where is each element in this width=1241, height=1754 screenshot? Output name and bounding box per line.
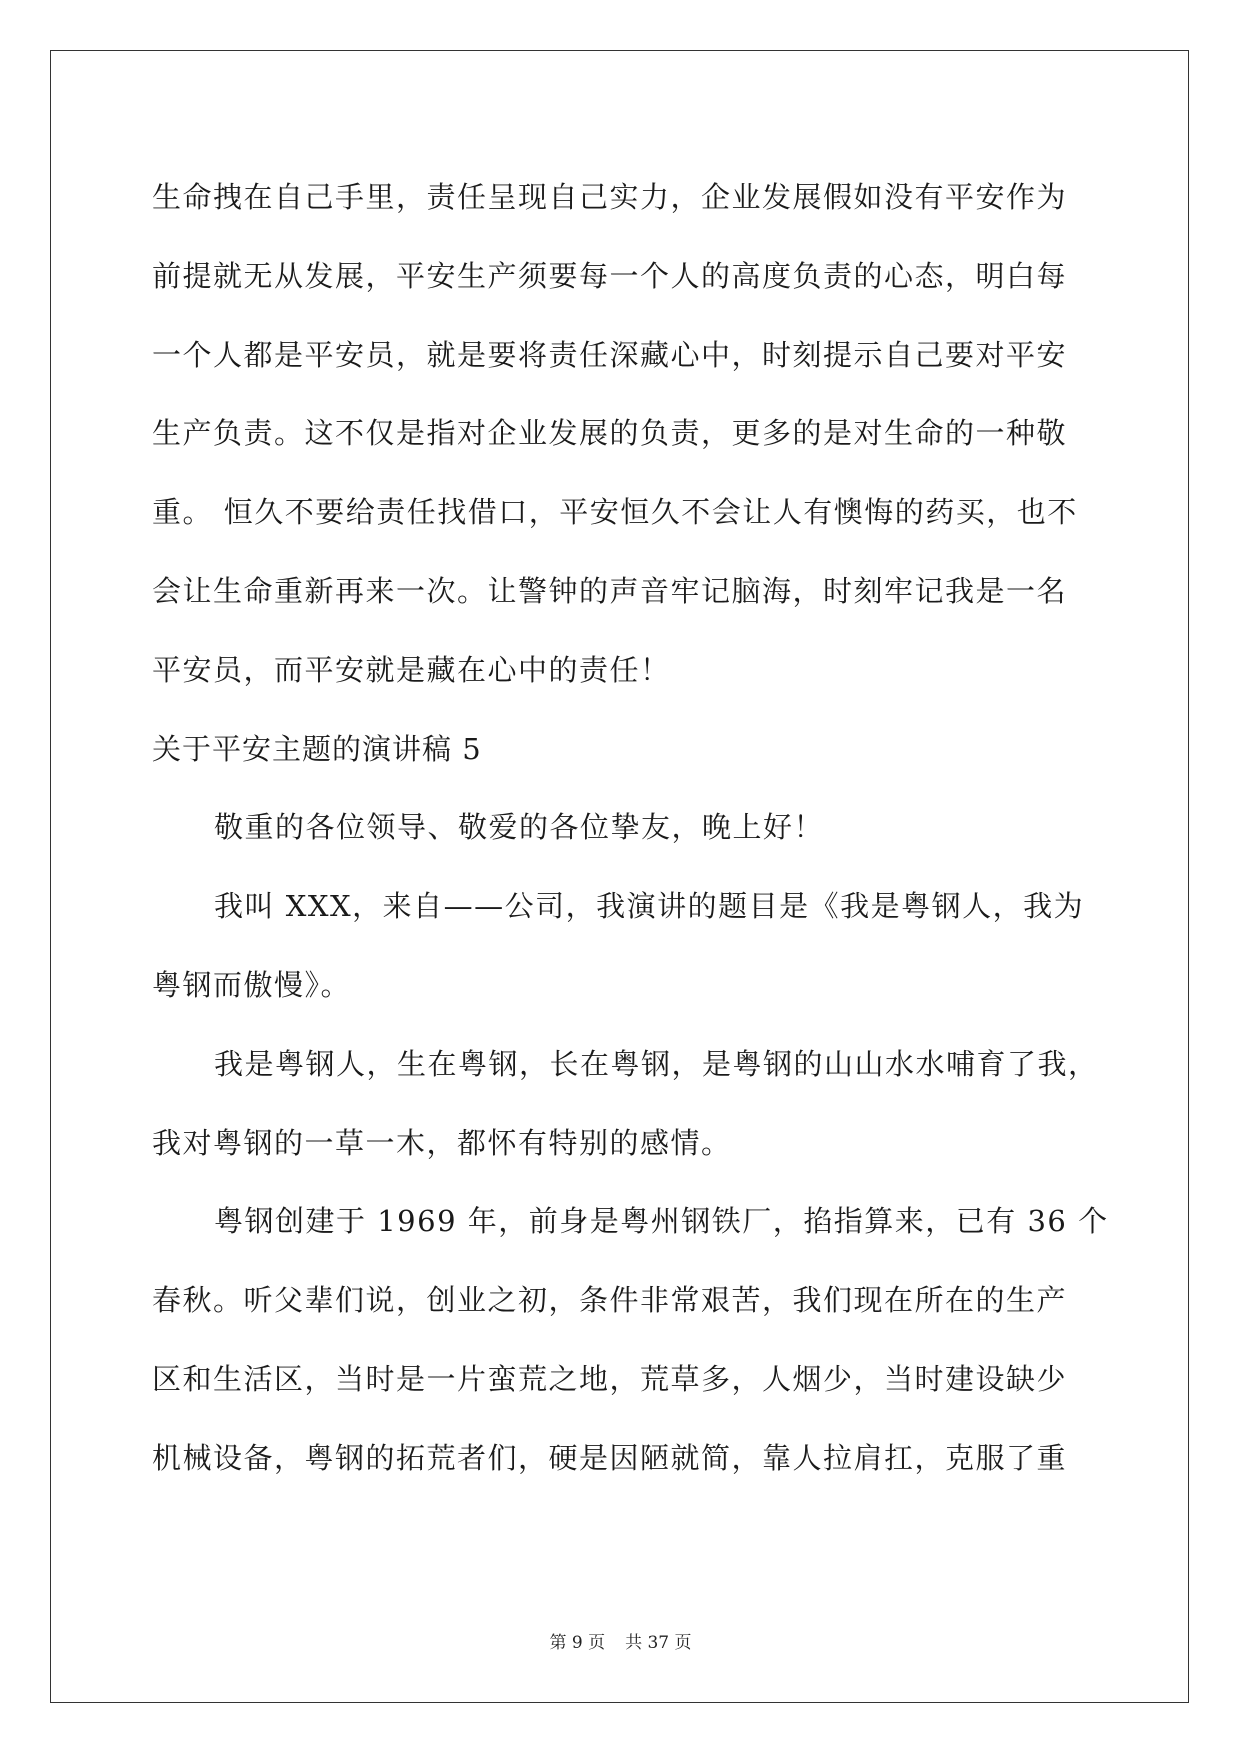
paragraph-line: 机械设备，粤钢的拓荒者们，硬是因陋就简，靠人拉肩扛，克服了重 (152, 1440, 1068, 1475)
paragraph-line: 粤钢而傲慢》。 (152, 967, 352, 1002)
paragraph-line: 粤钢创建于 1969 年，前身是粤州钢铁厂，掐指算来，已有 36 个 (214, 1204, 1109, 1239)
paragraph-line: 春秋。听父辈们说，创业之初，条件非常艰苦，我们现在所在的生产 (152, 1283, 1068, 1318)
paragraph-line: 区和生活区，当时是一片蛮荒之地，荒草多，人烟少，当时建设缺少 (152, 1361, 1068, 1396)
paragraph-line: 我叫 XXX，来自——公司，我演讲的题目是《我是粤钢人，我为 (214, 889, 1085, 924)
document-body (152, 158, 1109, 1498)
page-footer (0, 1628, 1241, 1653)
paragraph-line: 重。 恒久不要给责任找借口，平安恒久不会让人有懊悔的药买，也不 (152, 495, 1078, 530)
page-number: 第 9 页 (549, 1633, 606, 1653)
paragraph-line: 会让生命重新再来一次。让警钟的声音牢记脑海，时刻牢记我是一名 (152, 573, 1068, 608)
paragraph-line: 平安员，而平安就是藏在心中的责任！ (152, 652, 671, 687)
paragraph-line: 生命拽在自己手里，责任呈现自己实力，企业发展假如没有平安作为 (152, 180, 1068, 214)
paragraph-line: 生产负责。这不仅是指对企业发展的负责，更多的是对生命的一种敬 (152, 416, 1068, 451)
paragraph-line: 前提就无从发展，平安生产须要每一个人的高度负责的心态，明白每 (152, 258, 1068, 293)
paragraph-line: 我对粤钢的一草一木，都怀有特别的感情。 (152, 1125, 732, 1160)
section-heading: 关于平安主题的演讲稿 5 (152, 731, 482, 766)
greeting-line: 敬重的各位领导、敬爱的各位挚友，晚上好！ (214, 810, 825, 845)
paragraph-line: 我是粤钢人，生在粤钢，长在粤钢，是粤钢的山山水水哺育了我， (214, 1046, 1099, 1081)
page-total: 共 37 页 (625, 1633, 692, 1653)
paragraph-line: 一个人都是平安员，就是要将责任深藏心中，时刻提示自己要对平安 (152, 337, 1068, 372)
